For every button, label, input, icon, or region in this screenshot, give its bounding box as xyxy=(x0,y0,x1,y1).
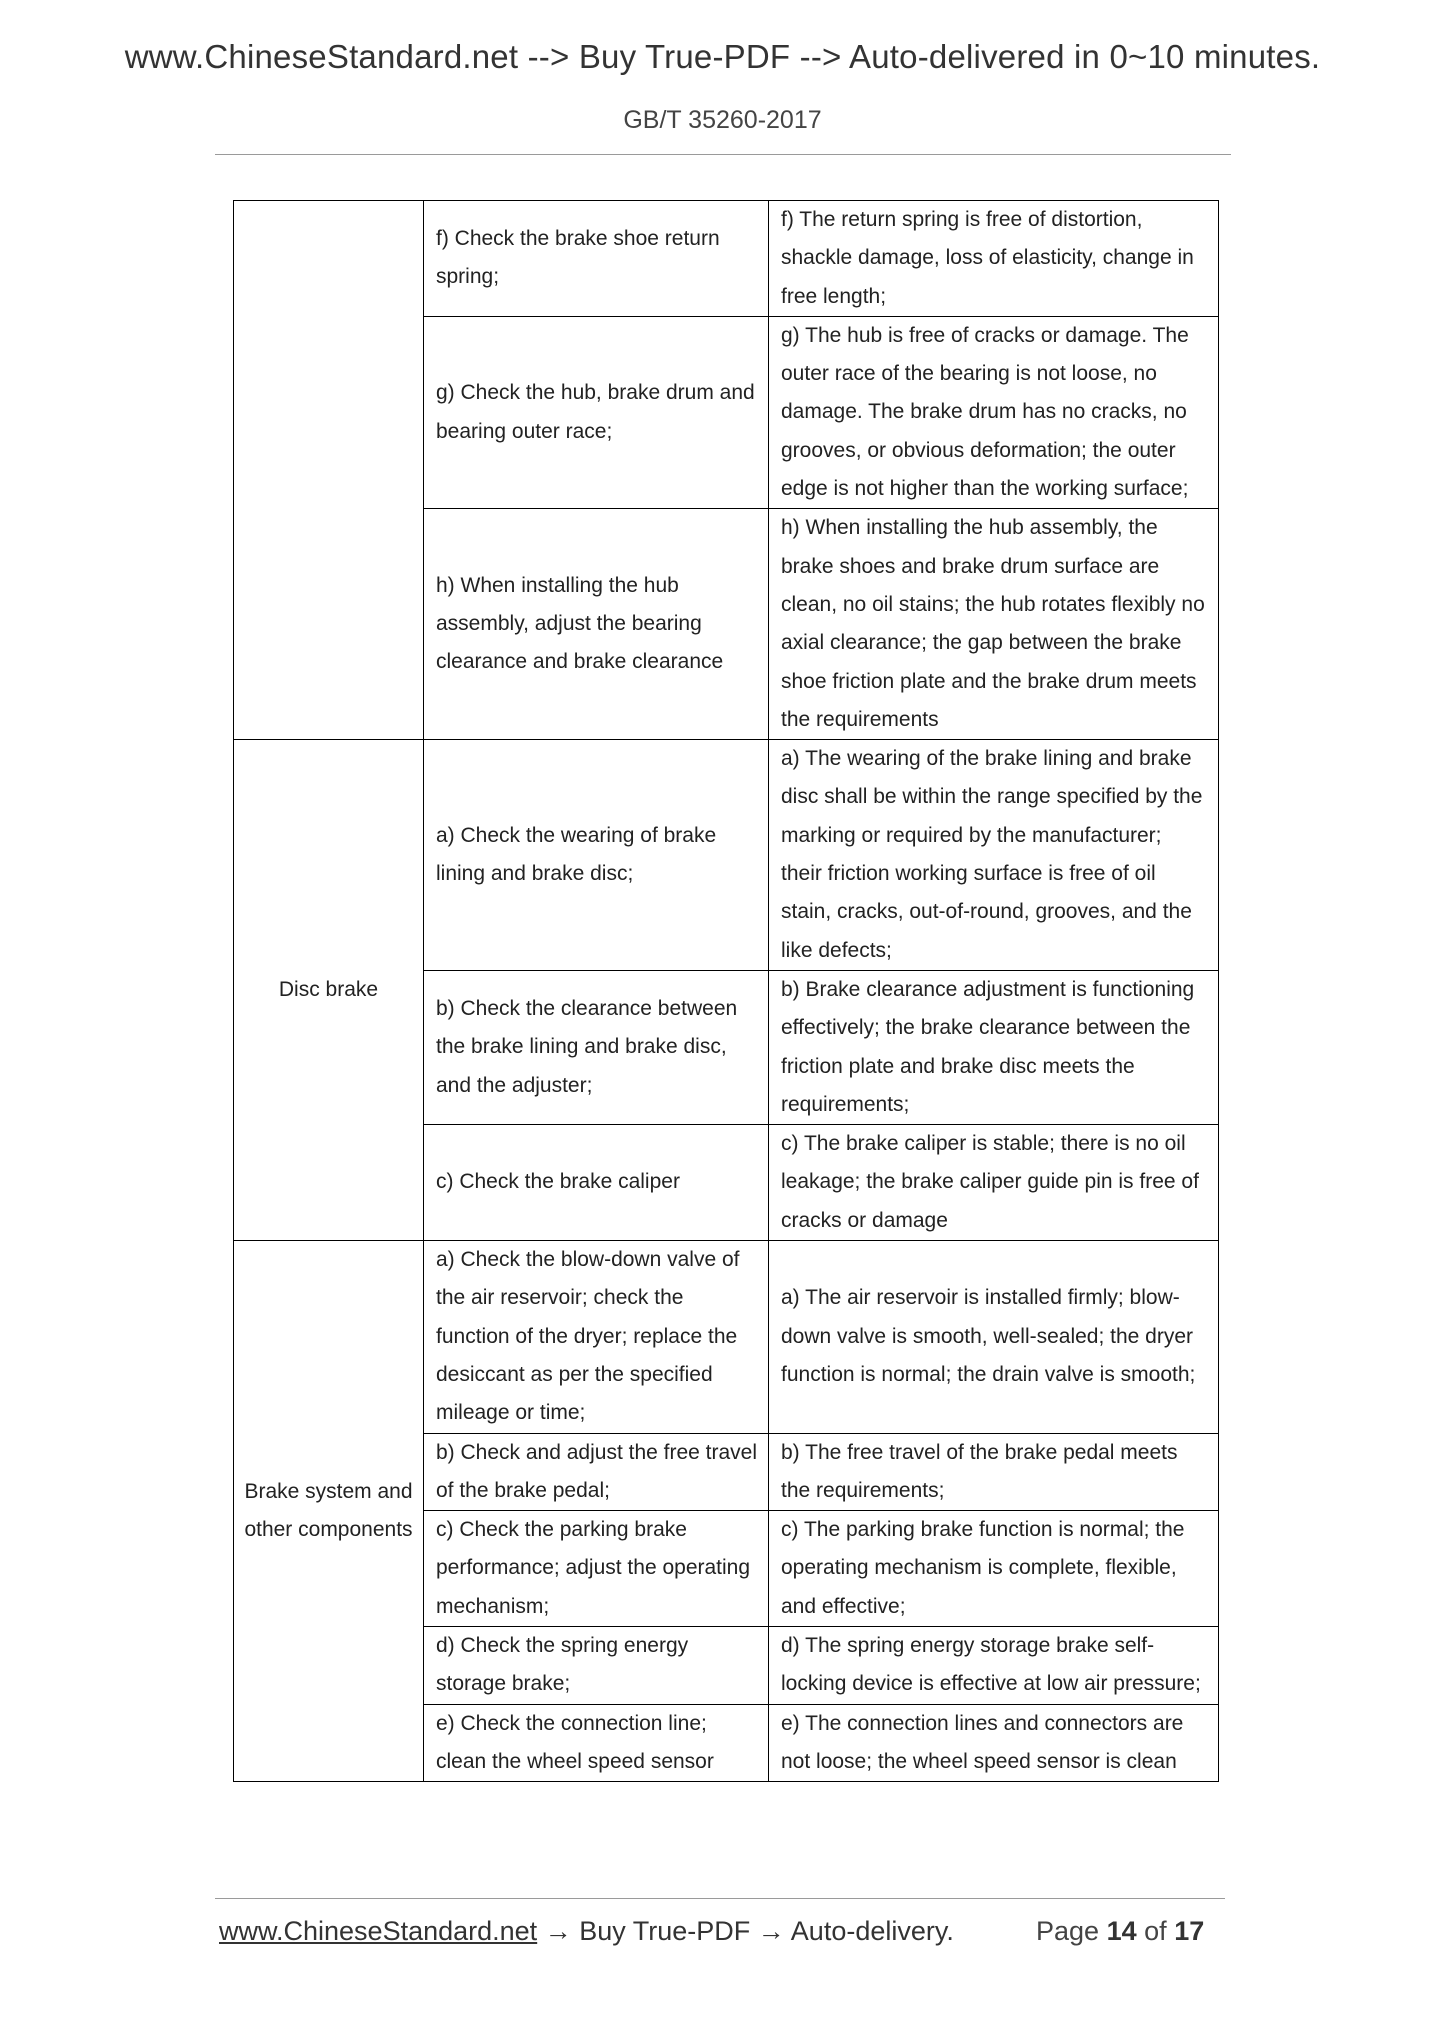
table-row xyxy=(234,201,1219,317)
requirement-cell: g) The hub is free of cracks or damage. The outer race of the bearing is not loose, no damage. The brake drum has no cracks, no grooves, or obvious deformation; the outer edge is not higher than the working surface; xyxy=(769,316,1219,508)
requirement-cell: h) When installing the hub assembly, the brake shoes and brake drum surface are clean, no oil stains; the hub rotates flexibly no axial clearance; the gap between the brake shoe friction plate and the brake drum meets the requirements xyxy=(769,509,1219,740)
requirement-cell: c) The brake caliper is stable; there is no oil leakage; the brake caliper guide pin is free of cracks or damage xyxy=(769,1125,1219,1241)
check-cell: b) Check and adjust the free travel of the brake pedal; xyxy=(424,1433,769,1511)
requirement-cell: d) The spring energy storage brake self-locking device is effective at low air pressure; xyxy=(769,1626,1219,1704)
requirement-cell: a) The wearing of the brake lining and brake disc shall be within the range specified by the marking or required by the manufacturer; their friction working surface is free of oil stain, cracks, out-of-round, grooves, and the like defects; xyxy=(769,740,1219,971)
check-cell: a) Check the wearing of brake lining and brake disc; xyxy=(424,740,769,971)
maintenance-table xyxy=(233,200,1219,1782)
requirement-cell: a) The air reservoir is installed firmly; blow-down valve is smooth, well-sealed; the dryer function is normal; the drain valve is smooth; xyxy=(769,1241,1219,1433)
header-divider xyxy=(215,154,1231,155)
arrow-right-icon: → xyxy=(544,1916,572,1946)
requirement-cell: b) The free travel of the brake pedal meets the requirements; xyxy=(769,1433,1219,1511)
check-cell: h) When installing the hub assembly, adjust the bearing clearance and brake clearance xyxy=(424,509,769,740)
category-cell-brake-system: Brake system and other components xyxy=(234,1241,424,1782)
check-cell: c) Check the brake caliper xyxy=(424,1125,769,1241)
page-number: 14 xyxy=(1106,1916,1137,1946)
check-cell: e) Check the connection line; clean the wheel speed sensor xyxy=(424,1704,769,1782)
arrow-right-icon: → xyxy=(757,1916,785,1946)
check-cell: b) Check the clearance between the brake lining and brake disc, and the adjuster; xyxy=(424,970,769,1124)
check-cell: f) Check the brake shoe return spring; xyxy=(424,201,769,317)
footer-divider xyxy=(215,1898,1225,1899)
check-cell: g) Check the hub, brake drum and bearing outer race; xyxy=(424,316,769,508)
table-row xyxy=(234,1241,1219,1433)
requirement-cell: b) Brake clearance adjustment is functioning effectively; the brake clearance between the friction plate and brake disc meets the requirements; xyxy=(769,970,1219,1124)
category-cell-empty xyxy=(234,201,424,740)
check-cell: c) Check the parking brake performance; adjust the operating mechanism; xyxy=(424,1511,769,1627)
footer-links xyxy=(219,1916,954,1947)
requirement-cell: e) The connection lines and connectors are not loose; the wheel speed sensor is clean xyxy=(769,1704,1219,1782)
check-cell: a) Check the blow-down valve of the air reservoir; check the function of the dryer; replace the desiccant as per the specified mileage or time; xyxy=(424,1241,769,1433)
standard-code: GB/T 35260-2017 xyxy=(623,106,822,134)
footer-site-link[interactable]: www.ChineseStandard.net xyxy=(219,1916,538,1946)
table-row xyxy=(234,740,1219,971)
top-banner: www.ChineseStandard.net --> Buy True-PDF --> Auto-delivered in 0~10 minutes. xyxy=(124,38,1321,75)
requirement-cell: f) The return spring is free of distortion, shackle damage, loss of elasticity, change in free length; xyxy=(769,201,1219,317)
footer-buy-text: Buy True-PDF xyxy=(579,1916,751,1946)
total-pages: 17 xyxy=(1174,1916,1205,1946)
requirement-cell: c) The parking brake function is normal; the operating mechanism is complete, flexible, and effective; xyxy=(769,1511,1219,1627)
footer-delivery-text: Auto-delivery. xyxy=(790,1916,954,1946)
page-label: Page xyxy=(1036,1916,1100,1946)
page-indicator xyxy=(1036,1916,1204,1947)
category-cell-disc-brake: Disc brake xyxy=(234,740,424,1241)
of-label: of xyxy=(1144,1916,1167,1946)
check-cell: d) Check the spring energy storage brake; xyxy=(424,1626,769,1704)
